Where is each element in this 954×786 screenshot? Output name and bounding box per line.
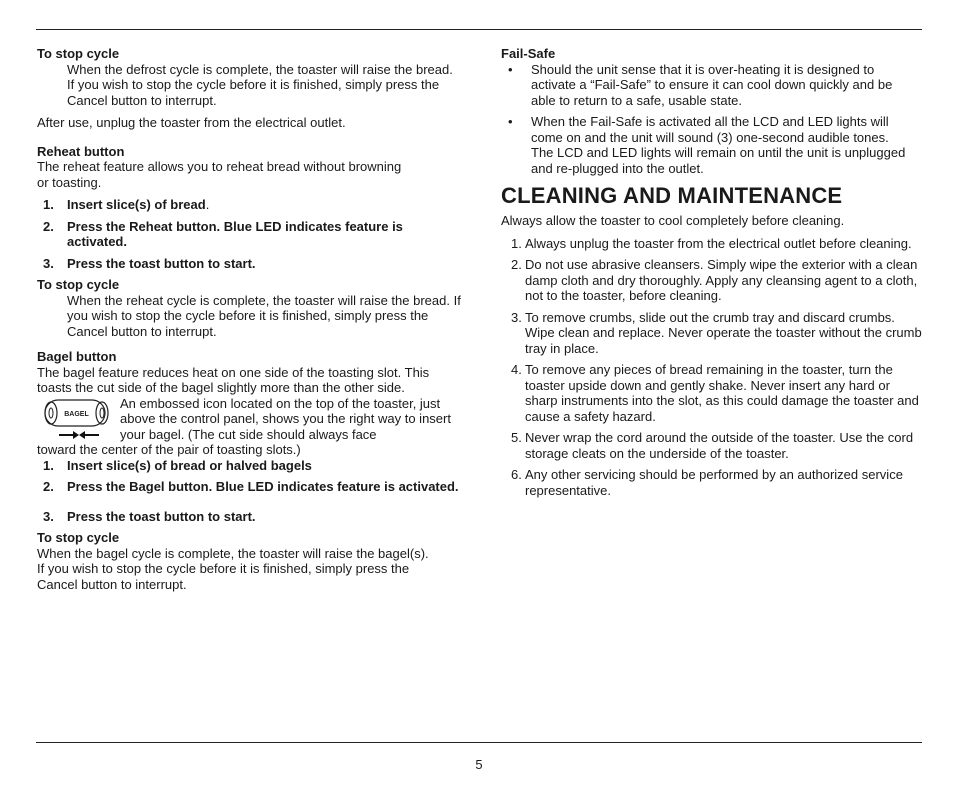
failsafe-bullet-2: • When the Fail-Safe is activated all the LCD and LED lights will come on and the unit will sound (3) one-second audible tones. The LCD and LED lights will remain on until the unit is unplugged and re-plugged into the outlet. — [508, 114, 906, 176]
stop-cycle-heading-bagel: To stop cycle — [37, 530, 120, 545]
cleaning-item-6: 6. Any other servicing should be performed by an authorized service representative. — [511, 467, 903, 498]
cleaning-item-4: 4. To remove any pieces of bread remaining in the toaster, turn the toaster upside down and gently shake. Never insert any hard or sharp instruments into the slot, as this could damage the toaster and cause a safety hazard. — [511, 362, 919, 424]
stop-cycle-heading-reheat: To stop cycle — [37, 277, 120, 292]
bagel-icon-text-cont: toward the center of the pair of toasting slots.) — [37, 442, 301, 457]
reheat-text: The reheat feature allows you to reheat bread without browning or toasting. — [37, 159, 402, 190]
cleaning-item-1: 1. Always unplug the toaster from the electrical outlet before cleaning. — [511, 235, 912, 251]
failsafe-bullet-1: • Should the unit sense that it is over-heating it is designed to activate a “Fail-Safe” to ensure it can cool down quickly and be able to return to a safe, usable state. — [508, 61, 893, 108]
bottom-rule — [36, 742, 922, 743]
page-number: 5 — [475, 757, 483, 772]
stop-cycle-text-reheat: When the reheat cycle is complete, the toaster will raise the bread. If you wish to stop the cycle before it is finished, simply press the Cancel button to interrupt. — [67, 292, 461, 339]
cleaning-item-3: 3. To remove crumbs, slide out the crumb tray and discard crumbs. Wipe clean and replace. Never operate the toaster without the crumb tray in place. — [511, 309, 922, 356]
reheat-step-3: 3. Press the toast button to start. — [43, 255, 256, 271]
stop-cycle-text-defrost: When the defrost cycle is complete, the toaster will raise the bread. If you wish to stop the cycle before it is finished, simply press the Cancel button to interrupt. — [67, 61, 453, 108]
bagel-step-1: 1. Insert slice(s) of bread or halved bagels — [43, 457, 312, 473]
bagel-heading: Bagel button — [37, 349, 117, 364]
reheat-step-2: 2. Press the Reheat button. Blue LED indicates feature is activated. — [43, 218, 403, 249]
reheat-heading: Reheat button — [37, 143, 125, 159]
stop-cycle-heading-defrost: To stop cycle — [37, 46, 120, 61]
bagel-icon-block — [37, 396, 462, 443]
stop-cycle-text-bagel: When the bagel cycle is complete, the toaster will raise the bagel(s). If you wish to stop the cycle before it is finished, simply press the Cancel button to interrupt. — [37, 545, 429, 592]
bagel-icon-text: An embossed icon located on the top of the toaster, just above the control panel, shows you the right way to insert your bagel. (The cut side should always face — [120, 395, 451, 442]
top-rule — [36, 29, 922, 30]
failsafe-heading: Fail-Safe — [501, 46, 556, 61]
unplug-text: After use, unplug the toaster from the electrical outlet. — [37, 115, 346, 130]
bagel-text: The bagel feature reduces heat on one side of the toasting slot. This toasts the cut side of the bagel slightly more than the other side. — [37, 364, 430, 395]
bagel-icon-label: BAGEL — [64, 410, 89, 418]
cleaning-item-2: 2. Do not use abrasive cleansers. Simply wipe the exterior with a clean damp cloth and dry thoroughly. Apply any cleansing agent to a cloth, not to the toaster, before cleaning. — [511, 257, 918, 303]
reheat-step-1: 1. Insert slice(s) of bread. — [43, 197, 210, 212]
right-column — [501, 46, 923, 504]
bagel-step-3: 3. Press the toast button to start. — [43, 508, 256, 524]
left-column — [37, 46, 462, 592]
bagel-step-2: 2. Press the Bagel button. Blue LED indicates feature is activated. — [43, 479, 459, 494]
cleaning-intro: Always allow the toaster to cool completely before cleaning. — [501, 213, 845, 228]
cleaning-item-5: 5. Never wrap the cord around the outside of the toaster. Use the cord storage cleats on the underside of the toaster. — [511, 430, 914, 461]
cleaning-heading: CLEANING AND MAINTENANCE — [501, 183, 843, 208]
bagel-insert-icon — [41, 398, 115, 444]
